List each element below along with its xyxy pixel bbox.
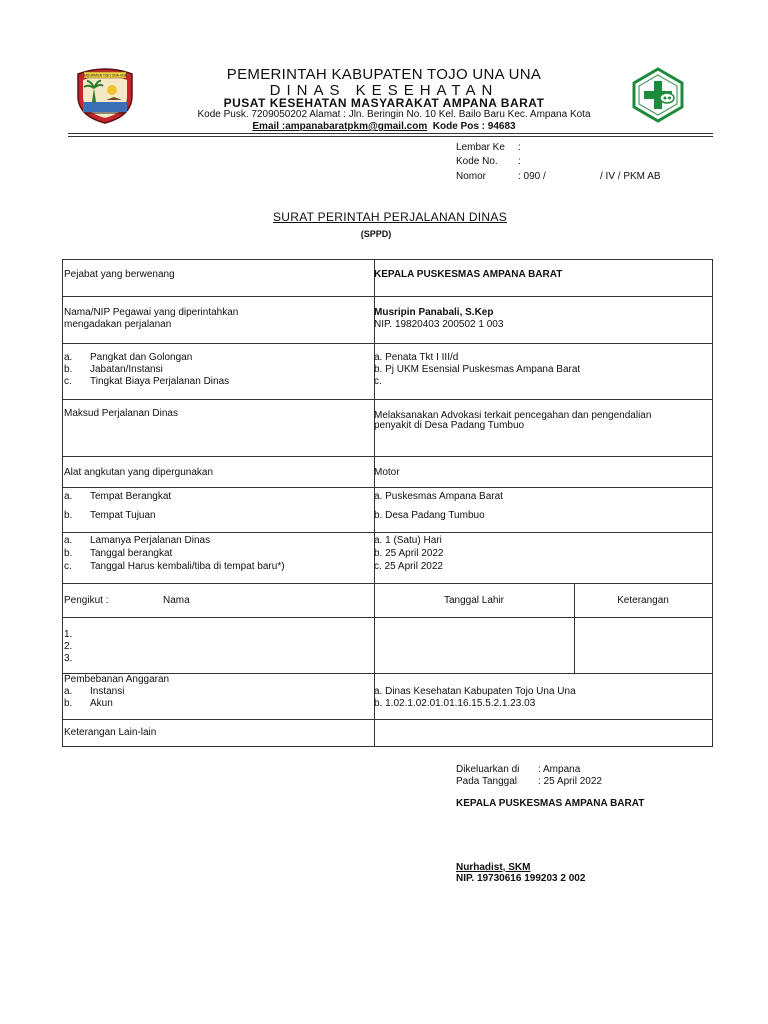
pangkat-value: a. Penata Tkt I III/d: [374, 352, 459, 363]
akun-label: Akun: [90, 698, 113, 709]
signatory-nip: NIP. 19730616 199203 2 002: [456, 873, 586, 884]
dikeluarkan-row: Dikeluarkan di : Ampana: [456, 764, 581, 775]
maksud-label: Maksud Perjalanan Dinas: [64, 408, 178, 419]
pangkat-label: Pangkat dan Golongan: [90, 352, 193, 363]
maksud-value-2: penyakit di Desa Padang Tumbuo: [374, 420, 525, 431]
pengikut-item-1: 1.: [64, 629, 73, 640]
maksud-value: Melaksanakan Advokasi terkait pencegahan dan pengendalian: [374, 410, 652, 421]
pengikut-item-3: 3.: [64, 653, 73, 664]
tgl-kembali-value: c. 25 April 2022: [374, 561, 443, 572]
nama-label: Nama/NIP Pegawai yang diperintahkan: [64, 307, 239, 318]
beban-label: Pembebanan Anggaran: [64, 674, 170, 685]
tempat-tujuan-label: Tempat Tujuan: [90, 510, 156, 521]
jabatan-label: Jabatan/Instansi: [90, 364, 163, 375]
jabatan-letter-b: b.: [64, 364, 73, 375]
biaya-value: c.: [374, 376, 382, 387]
tempat-letter-a: a.: [64, 491, 73, 502]
pengikut-nama-header: Nama: [163, 595, 190, 606]
instansi-label: Instansi: [90, 686, 125, 697]
email-label: Email :: [252, 121, 286, 132]
signatory-name: Nurhadist, SKM: [456, 862, 531, 873]
pejabat-value: KEPALA PUSKESMAS AMPANA BARAT: [374, 269, 563, 280]
header-divider-thin: [68, 136, 713, 137]
puskesmas-name: PUSAT KESEHATAN MASYARAKAT AMPANA BARAT: [223, 96, 545, 110]
tgl-kembali-letter-c: c.: [64, 561, 72, 572]
jabatan-value: b. Pj UKM Esensial Puskesmas Ampana Barat: [374, 364, 581, 375]
tempat-berangkat-value: a. Puskesmas Ampana Barat: [374, 491, 503, 502]
akun-letter-b: b.: [64, 698, 73, 709]
tgl-kembali-label: Tanggal Harus kembali/tiba di tempat baru*): [90, 561, 285, 572]
nama-label-2: mengadakan perjalanan: [64, 319, 172, 330]
tempat-tujuan-value: b. Desa Padang Tumbuo: [374, 510, 485, 521]
keterangan-lain-label: Keterangan Lain-lain: [64, 727, 157, 738]
lembar-row: Lembar Ke :: [456, 142, 521, 153]
biaya-label: Tingkat Biaya Perjalanan Dinas: [90, 376, 230, 387]
angkutan-value: Motor: [374, 467, 400, 478]
signatory-title: KEPALA PUSKESMAS AMPANA BARAT: [456, 798, 645, 809]
pengikut-item-2: 2.: [64, 641, 73, 652]
instansi-letter-a: a.: [64, 686, 73, 697]
kode-row: Kode No. :: [456, 156, 521, 167]
tgl-berangkat-letter-b: b.: [64, 548, 73, 559]
pegawai-name: Musripin Panabali, S.Kep: [374, 307, 494, 318]
pangkat-letter-a: a.: [64, 352, 73, 363]
angkutan-label: Alat angkutan yang dipergunakan: [64, 467, 214, 478]
pejabat-label: Pejabat yang berwenang: [64, 269, 175, 280]
pengikut-label: Pengikut :: [64, 595, 109, 606]
pengikut-keterangan-header: Keterangan: [617, 595, 669, 606]
pegawai-nip: NIP. 19820403 200502 1 003: [374, 319, 504, 330]
postal-code: Kode Pos : 94683: [432, 121, 516, 132]
office-name: DINAS KESEHATAN: [269, 82, 499, 99]
tanggal-row: Pada Tanggal : 25 April 2022: [456, 776, 602, 787]
pengikut-tgl-lahir-header: Tanggal Lahir: [443, 595, 505, 606]
email-address: ampanabaratpkm@gmail.com: [285, 121, 428, 132]
lama-label: Lamanya Perjalanan Dinas: [90, 535, 211, 546]
email-line: [0, 121, 768, 132]
header-divider: [68, 133, 713, 134]
address-line: Kode Pusk. 7209050202 Alamat : Jln. Beringin No. 10 Kel. Bailo Baru Kec. Ampana Kota: [197, 109, 591, 120]
instansi-value: a. Dinas Kesehatan Kabupaten Tojo Una Una: [374, 686, 576, 697]
biaya-letter-c: c.: [64, 376, 72, 387]
nomor-row: Nomor : 090 / / IV / PKM AB: [456, 171, 661, 182]
document-subtitle: (SPPD): [360, 229, 392, 239]
emblem-banner-text: KABUPATEN TOJO UNA-UNA: [83, 73, 127, 78]
tempat-letter-b: b.: [64, 510, 73, 521]
document-title: SURAT PERINTAH PERJALANAN DINAS: [272, 210, 507, 224]
tempat-berangkat-label: Tempat Berangkat: [90, 491, 172, 502]
tgl-berangkat-label: Tanggal berangkat: [90, 548, 173, 559]
government-name: PEMERINTAH KABUPATEN TOJO UNA UNA: [226, 66, 542, 83]
akun-value: b. 1.02.1.02.01.01.16.15.5.2.1.23.03: [374, 698, 536, 709]
tgl-berangkat-value: b. 25 April 2022: [374, 548, 444, 559]
lama-letter-a: a.: [64, 535, 73, 546]
lama-value: a. 1 (Satu) Hari: [374, 535, 442, 546]
